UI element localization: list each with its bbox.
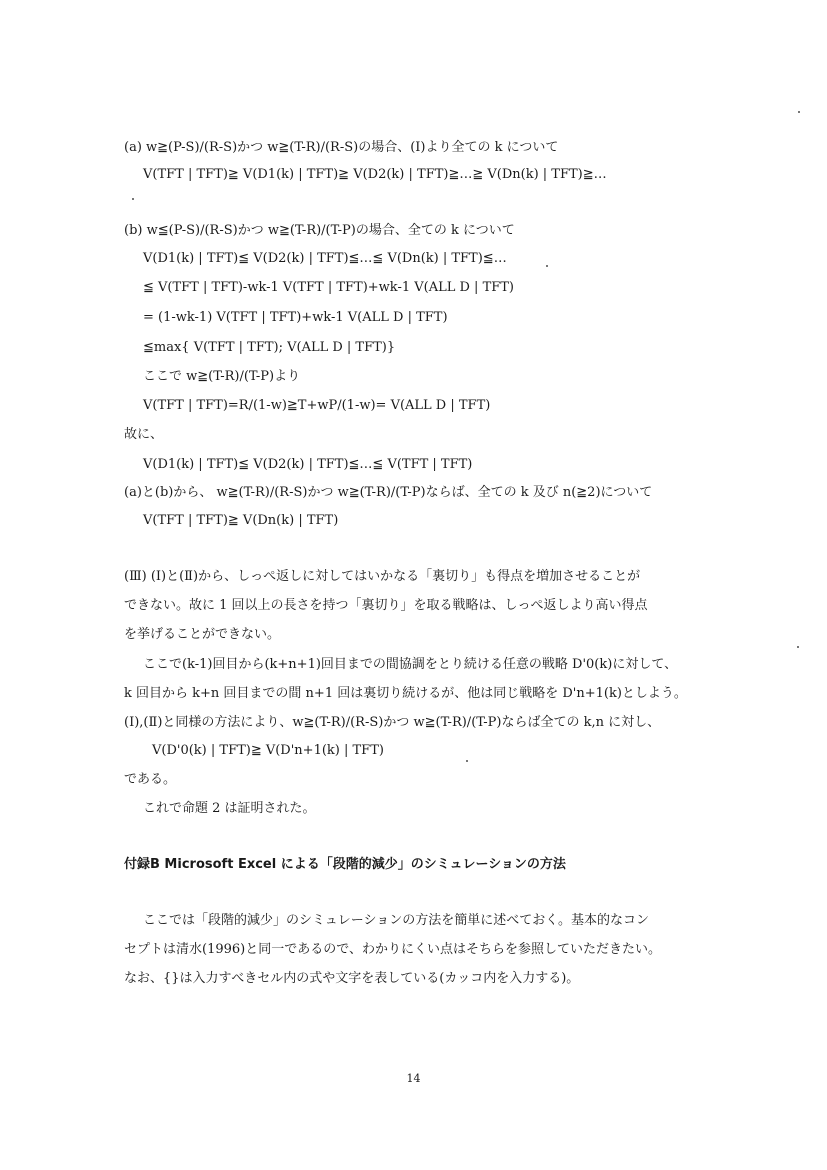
ab-conclusion: (a)と(b)から、 w≧(T-R)/(R-S)かつ w≧(T-R)/(T-P)ならば、全ての k 及び n(≧2)について	[124, 485, 653, 500]
paragraph-2-line-1: ここで(k-1)回目から(k+n+1)回目までの間協調をとり続ける任意の戦略 D'0(k)に対して、	[143, 657, 678, 672]
ab-equation: V(TFT | TFT)≧ V(Dn(k) | TFT)	[143, 513, 339, 528]
scan-speck	[546, 265, 548, 267]
paragraph-2-line-3: (Ⅰ),(Ⅱ)と同様の方法により、w≧(T-R)/(R-S)かつ w≧(T-R)/(T-P)ならば全ての k,n に対し、	[124, 715, 661, 730]
scan-speck	[798, 111, 800, 113]
page-number: 14	[406, 1072, 421, 1085]
paragraph-2-line-2: k 回目から k+n 回目までの間 n+1 回は裏切り続けるが、他は同じ戦略を D'n+1(k)としよう。	[124, 686, 687, 701]
case-b-equation-4: ≦max{ V(TFT | TFT); V(ALL D | TFT)}	[143, 340, 396, 355]
part-iii-line-1: (Ⅲ) (Ⅰ)と(Ⅱ)から、しっぺ返しに対してはいかなる「裏切り」も得点を増加させることが	[124, 569, 641, 584]
part-iii-line-3: を挙げることができない。	[124, 627, 281, 642]
case-b-equation-6: V(D1(k) | TFT)≦ V(D2(k) | TFT)≦…≦ V(TFT | TFT)	[143, 457, 473, 472]
case-b-equation-5: V(TFT | TFT)=R/(1-w)≧T+wP/(1-w)= V(ALL D | TFT)	[143, 398, 491, 413]
case-a-intro: (a) w≧(P-S)/(R-S)かつ w≧(T-R)/(R-S)の場合、(Ⅰ)より全ての k について	[124, 140, 559, 155]
therefore-label: 故に、	[124, 427, 164, 442]
appendix-paragraph-line-3: なお、{}は入力すべきセル内の式や文字を表している(カッコ内を入力する)。	[124, 971, 580, 986]
paragraph-2-equation: V(D'0(k) | TFT)≧ V(D'n+1(k) | TFT)	[152, 743, 384, 758]
part-iii-line-2: できない。故に 1 回以上の長さを持つ「裏切り」を取る戦略は、しっぺ返しより高い得点	[124, 598, 648, 613]
case-b-equation-3: = (1-wk-1) V(TFT | TFT)+wk-1 V(ALL D | TFT)	[143, 310, 448, 325]
scan-speck	[132, 198, 134, 200]
paragraph-2-line-4: である。	[124, 772, 177, 787]
scan-speck	[466, 760, 468, 762]
case-b-intro: (b) w≦(P-S)/(R-S)かつ w≧(T-R)/(T-P)の場合、全ての k について	[124, 223, 515, 238]
case-b-here: ここで w≧(T-R)/(T-P)より	[143, 369, 301, 384]
case-a-equation: V(TFT | TFT)≧ V(D1(k) | TFT)≧ V(D2(k) | TFT)≧…≧ V(Dn(k) | TFT)≧…	[143, 167, 607, 182]
case-b-equation-2: ≦ V(TFT | TFT)-wk-1 V(TFT | TFT)+wk-1 V(ALL D | TFT)	[143, 280, 515, 295]
scan-speck	[797, 646, 799, 648]
appendix-b-heading: 付録B Microsoft Excel による「段階的減少」のシミュレーションの方法	[124, 857, 566, 872]
case-b-equation-1: V(D1(k) | TFT)≦ V(D2(k) | TFT)≦…≦ V(Dn(k) | TFT)≦…	[143, 251, 507, 266]
appendix-paragraph-line-2: セプトは清水(1996)と同一であるので、わかりにくい点はそちらを参照していただきたい。	[124, 942, 661, 957]
proof-complete: これで命題 2 は証明された。	[143, 801, 316, 816]
appendix-paragraph-line-1: ここでは「段階的減少」のシミュレーションの方法を簡単に述べておく。基本的なコン	[143, 913, 649, 928]
